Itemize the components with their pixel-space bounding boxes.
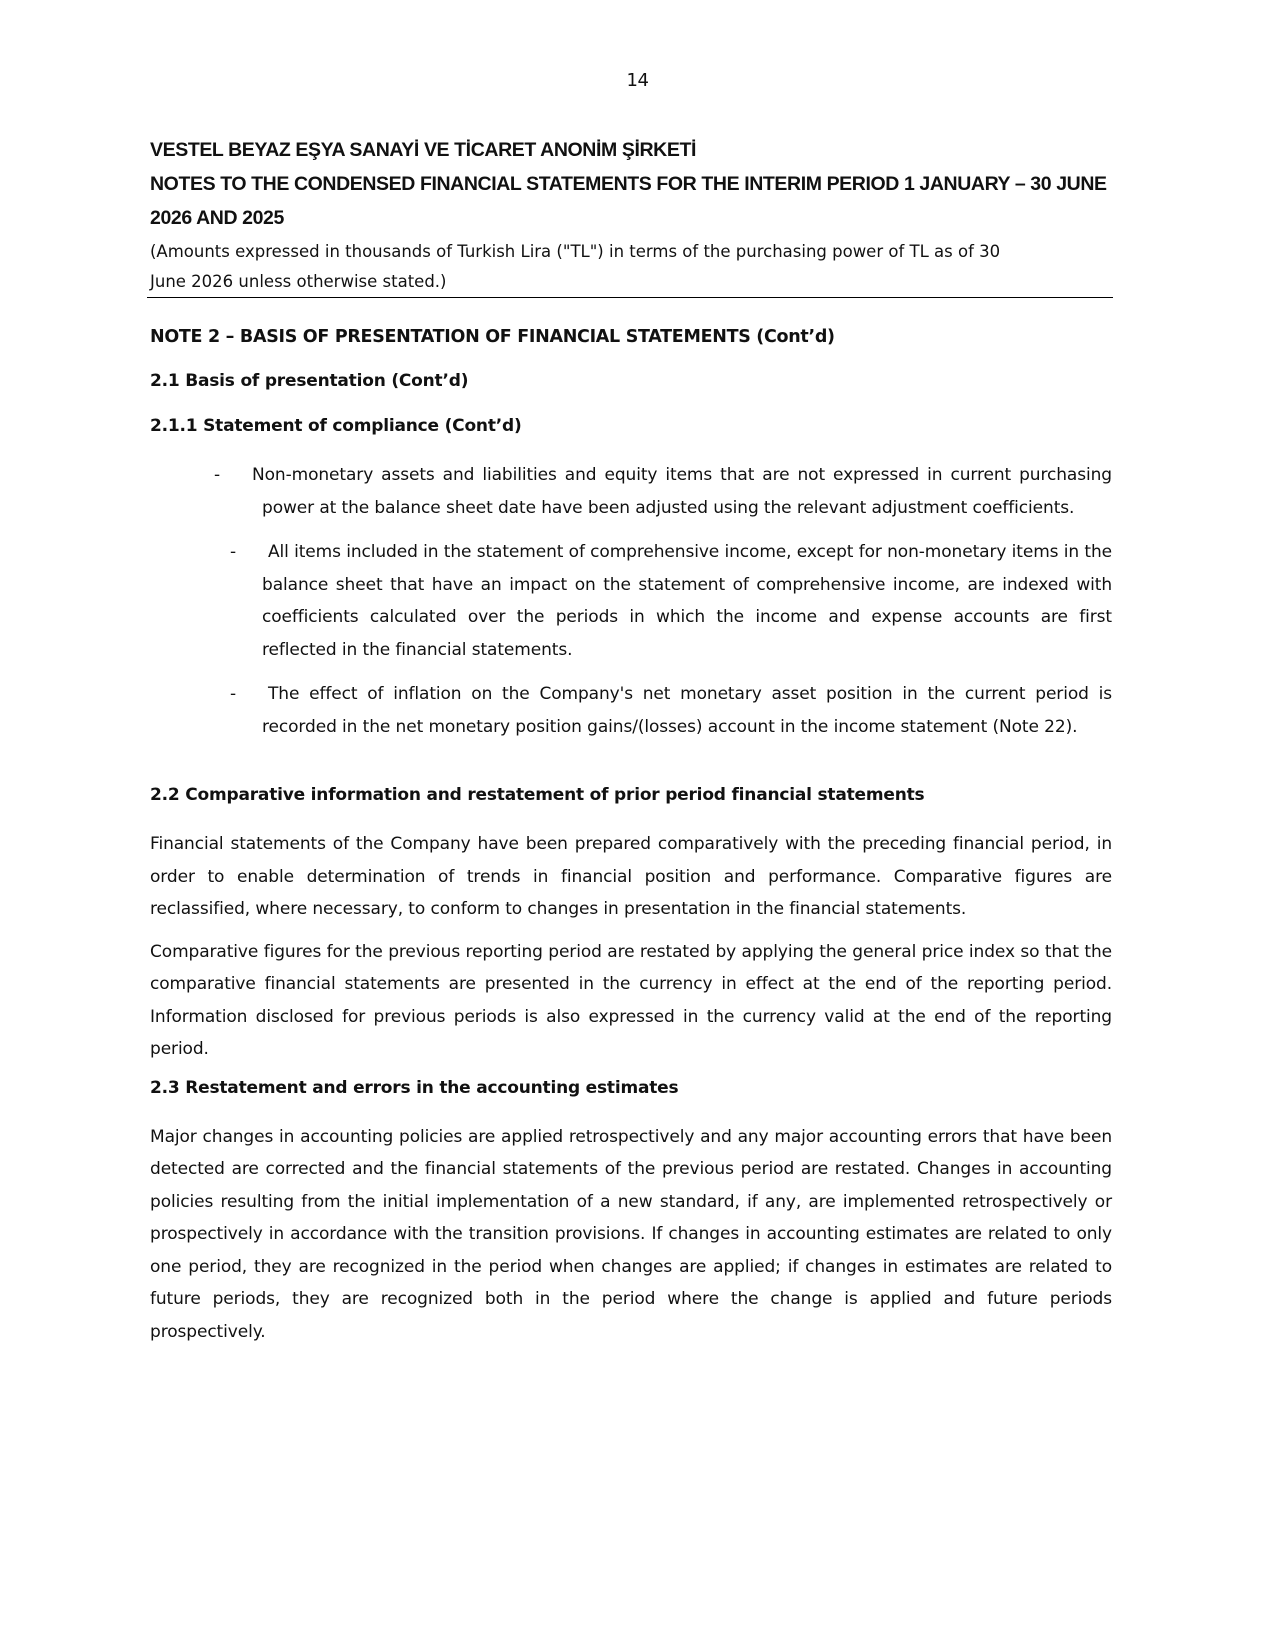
company-name: VESTEL BEYAZ EŞYA SANAYİ VE TİCARET ANONİM ŞİRKETİ [150, 139, 696, 161]
header-divider [147, 297, 1113, 298]
bullet-item: - Non-monetary assets and liabilities and equity items that are not expressed in current purchasing power at the balance sheet date have been adjusted using the relevant adjustment coefficients. [214, 465, 1112, 518]
compliance-bullet-list [150, 459, 1112, 743]
section-2-2-heading: 2.2 Comparative information and restatement of prior period financial statements [150, 785, 925, 805]
bullet-item [150, 536, 1112, 666]
document-subtitle: (Amounts expressed in thousands of Turkish Lira ("TL") in terms of the purchasing power of TL as of 30 June 2026 unless otherwise stated.) [150, 242, 1001, 291]
section-2-1-heading: 2.1 Basis of presentation (Cont’d) [150, 371, 469, 391]
bullet-dash: - [230, 684, 237, 704]
section-2-1-1-heading: 2.1.1 Statement of compliance (Cont’d) [150, 416, 522, 436]
document-title: NOTES TO THE CONDENSED FINANCIAL STATEMENTS FOR THE INTERIM PERIOD 1 JANUARY – 30 JUNE 2026 AND 2025 [150, 173, 1107, 229]
section-2-3-paragraph: Major changes in accounting policies are applied retrospectively and any major accounting errors that have been detected are corrected and the financial statements of the previous period are restated. Changes in accounting policies resulting from the initial implementation of a new standard, if any, are implemented retrospectively or prospectively in accordance with the transition provisions. If changes in accounting estimates are related to only one period, they are recognized in the period when changes are applied; if changes in estimates are related to future periods, they are recognized both in the period where the change is applied and future periods prospectively. [150, 1126, 1112, 1342]
bullet-item [150, 678, 1112, 743]
section-2-3-heading: 2.3 Restatement and errors in the accounting estimates [150, 1077, 679, 1098]
document-body [150, 325, 1112, 1358]
bullet-dash: - [230, 542, 237, 562]
section-2-2-paragraph: Comparative figures for the previous reporting period are restated by applying the general price index so that the comparative financial statements are presented in the currency in effect at the end of the reporting period. Information disclosed for previous periods is also expressed in the currency valid at the end of the reporting period. [150, 941, 1112, 1059]
bullet-text: All items included in the statement of comprehensive income, except for non-monetary items in the balance sheet that have an impact on the statement of comprehensive income, are indexed with coefficients calculated over the periods in which the income and expense accounts are first reflected in the financial statements. [262, 542, 1112, 660]
page-number: 14 [626, 70, 649, 91]
note-heading: NOTE 2 – BASIS OF PRESENTATION OF FINANCIAL STATEMENTS (Cont’d) [150, 327, 835, 347]
bullet-text: Non-monetary assets and liabilities and equity items that are not expressed in current purchasing power at the balance sheet date have been adjusted using the relevant adjustment coefficients. [252, 465, 1112, 518]
section-2-2-paragraph: Financial statements of the Company have been prepared comparatively with the preceding financial period, in order to enable determination of trends in financial position and performance. Comparative figures are reclassified, where necessary, to conform to changes in presentation in the financial statements. [150, 834, 1112, 919]
bullet-text: The effect of inflation on the Company's net monetary asset position in the current period is recorded in the net monetary position gains/(losses) account in the income statement (Note 22). [262, 684, 1112, 737]
document-header [150, 133, 1112, 297]
